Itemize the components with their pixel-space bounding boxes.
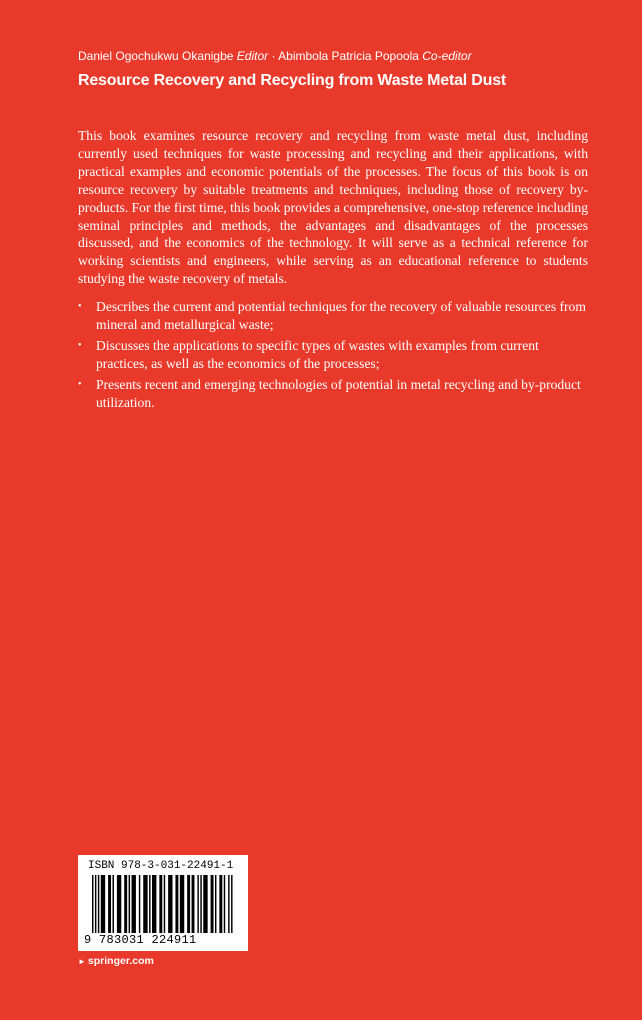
barcode-bar xyxy=(149,875,150,933)
barcode-bar xyxy=(180,875,184,933)
barcode-bar xyxy=(112,875,113,933)
book-description xyxy=(78,127,588,415)
barcode-bar xyxy=(231,875,232,933)
barcode-bar xyxy=(159,875,162,933)
credits-line xyxy=(78,49,472,63)
barcode-bar xyxy=(101,875,105,933)
barcode-bar xyxy=(92,875,93,933)
barcode-bar xyxy=(224,875,225,933)
publisher-url: springer.com xyxy=(87,955,154,967)
barcode-digits: 9 783031 224911 xyxy=(84,933,197,947)
coeditor-role: Co-editor xyxy=(422,49,472,63)
feature-text: Describes the current and potential techniques for the recovery of valuable resources from mineral and metallurgical waste; xyxy=(96,299,586,333)
barcode-bar xyxy=(124,875,127,933)
bullet-icon: • xyxy=(78,301,82,313)
barcode-bar xyxy=(152,875,156,933)
barcode-bar xyxy=(139,875,140,933)
barcode-bar xyxy=(143,875,147,933)
editor-name: Daniel Ogochukwu Okanigbe xyxy=(78,49,234,63)
barcode-bar xyxy=(98,875,99,933)
publisher-link[interactable] xyxy=(78,955,154,967)
barcode-bar xyxy=(132,875,136,933)
feature-list xyxy=(78,298,588,411)
barcode-bar xyxy=(95,875,96,933)
isbn-barcode xyxy=(78,855,248,951)
barcode-bar xyxy=(187,875,190,933)
barcode-bar xyxy=(197,875,198,933)
bullet-icon: • xyxy=(78,378,82,390)
barcode-bar xyxy=(211,875,214,933)
book-title: Resource Recovery and Recycling from Waste Metal Dust xyxy=(78,72,507,89)
barcode-bar xyxy=(192,875,195,933)
bullet-icon: • xyxy=(78,339,82,351)
barcode-bar xyxy=(108,875,111,933)
barcode-bar xyxy=(203,875,207,933)
arrow-icon: ► xyxy=(78,957,86,966)
feature-text: Discusses the applications to specific types of wastes with examples from current practices, as well as the economics of the processes; xyxy=(96,337,539,371)
barcode-bar xyxy=(215,875,216,933)
isbn-label: ISBN 978-3-031-22491-1 xyxy=(88,860,234,872)
barcode-bar xyxy=(228,875,229,933)
barcode-bar xyxy=(129,875,130,933)
editor-role: Editor xyxy=(236,49,269,63)
feature-item xyxy=(78,337,588,373)
credits-separator: · xyxy=(271,49,276,63)
feature-text: Presents recent and emerging technologies of potential in metal recycling and by-product utilization. xyxy=(96,376,581,410)
barcode-bar xyxy=(175,875,178,933)
barcode-bar xyxy=(164,875,165,933)
barcode-bar xyxy=(219,875,222,933)
barcode-bars xyxy=(92,875,234,933)
barcode-bar xyxy=(117,875,121,933)
barcode-bar xyxy=(200,875,201,933)
feature-item xyxy=(78,376,588,412)
coeditor-name: Abimbola Patricia Popoola xyxy=(278,49,419,63)
feature-item xyxy=(78,298,588,334)
barcode-bar xyxy=(168,875,172,933)
description-paragraph: This book examines resource recovery and recycling from waste metal dust, including currently used techniques for waste processing and recycling and their applications, with practical examples and economic potentials of the processes. The focus of this book is on resource recovery by suitable treatments and techniques, including those of recovery by-products. For the first time, this book provides a comprehensive, one-stop reference including seminal principles and methods, the advantages and disadvantages of the processes discussed, and the economics of the technology. It will serve as a technical reference for working scientists and engineers, while serving as an educational reference to students studying the waste recovery of metals. xyxy=(78,128,589,287)
